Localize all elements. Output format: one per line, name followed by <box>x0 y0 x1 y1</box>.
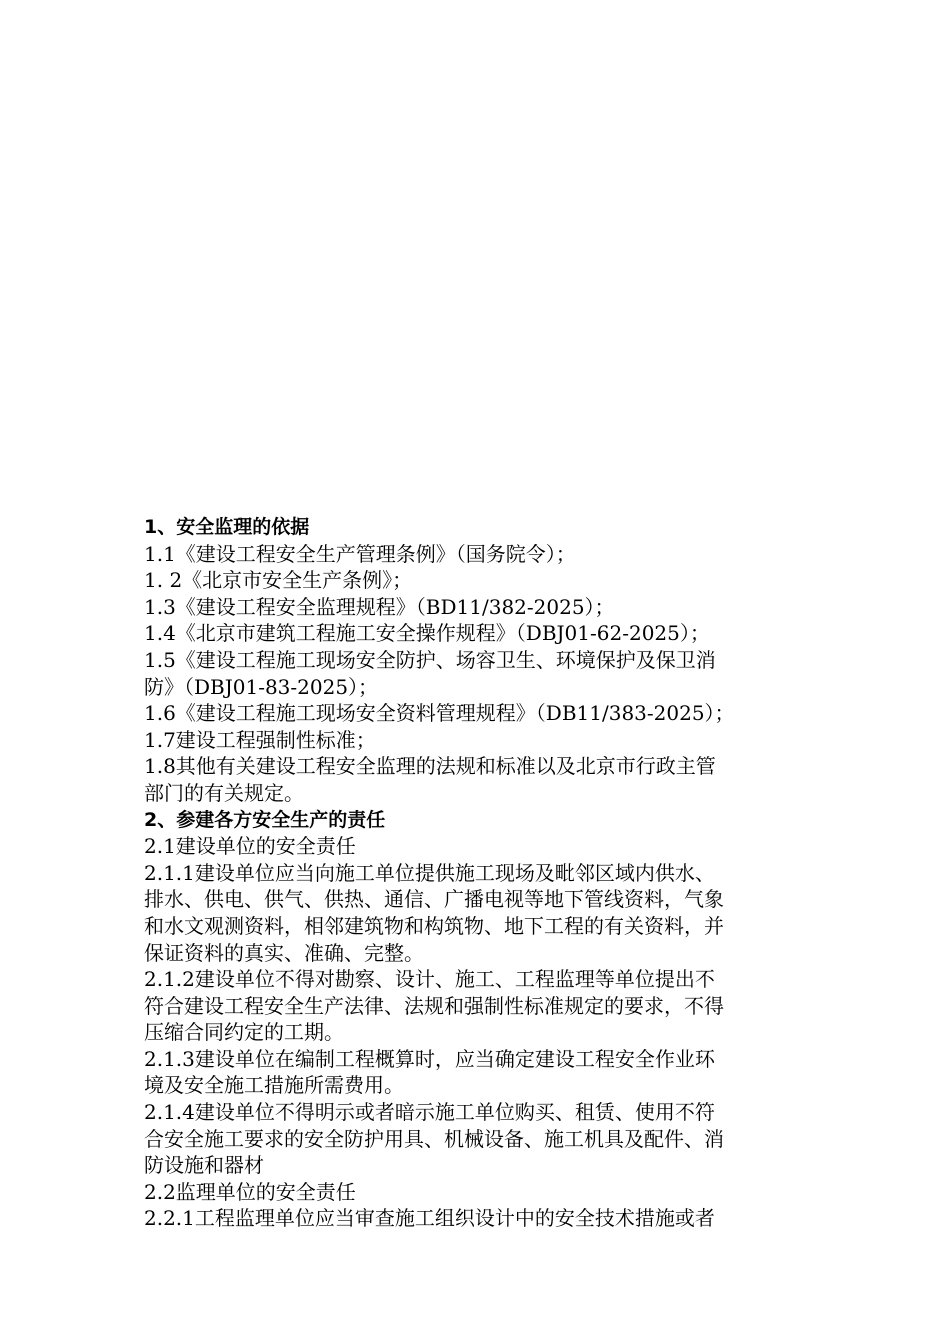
document-body <box>144 514 816 1232</box>
paragraph-line: 1.6《建设工程施工现场安全资料管理规程》（DB11/383-2025）； <box>144 701 735 726</box>
paragraph-line: 1.4《北京市建筑工程施工安全操作规程》（DBJ01-62-2025）； <box>144 621 710 646</box>
paragraph-line: 1.7建设工程强制性标准； <box>144 727 376 752</box>
paragraph-line: 2.1.2建设单位不得对勘察、设计、施工、工程监理等单位提出不 <box>144 967 715 992</box>
subsection-heading: 2.2监理单位的安全责任 <box>144 1179 356 1204</box>
section-heading-2: 2、参建各方安全生产的责任 <box>144 808 386 831</box>
paragraph-line: 和水文观测资料，相邻建筑物和构筑物、地下工程的有关资料，并 <box>144 913 724 938</box>
paragraph-line: 2.1.3建设单位在编制工程概算时，应当确定建设工程安全作业环 <box>144 1046 715 1071</box>
paragraph-line: 2.1.4建设单位不得明示或者暗示施工单位购买、租赁、使用不符 <box>144 1100 715 1125</box>
paragraph-line: 符合建设工程安全生产法律、法规和强制性标准规定的要求，不得 <box>144 993 724 1018</box>
paragraph-line: 合安全施工要求的安全防护用具、机械设备、施工机具及配件、消 <box>144 1126 724 1151</box>
paragraph-line: 保证资料的真实、准确、完整。 <box>144 940 424 965</box>
paragraph-line: 2.2.1工程监理单位应当审查施工组织设计中的安全技术措施或者 <box>144 1206 715 1231</box>
paragraph-line: 1.1《建设工程安全生产管理条例》（国务院令）； <box>144 541 576 566</box>
paragraph-line: 1. 2《北京市安全生产条例》； <box>144 568 413 593</box>
paragraph-line: 境及安全施工措施所需费用。 <box>144 1073 404 1098</box>
paragraph-line: 压缩合同约定的工期。 <box>144 1020 344 1045</box>
paragraph-line: 1.8其他有关建设工程安全监理的法规和标准以及北京市行政主管 <box>144 754 716 779</box>
paragraph-line: 防》（DBJ01-83-2025）； <box>144 674 379 699</box>
paragraph-line: 1.3《建设工程安全监理规程》（BD11/382-2025）； <box>144 594 615 619</box>
paragraph-line: 1.5《建设工程施工现场安全防护、场容卫生、环境保护及保卫消 <box>144 647 716 672</box>
section-heading-1: 1、安全监理的依据 <box>144 516 310 538</box>
paragraph-line: 2.1.1建设单位应当向施工单位提供施工现场及毗邻区域内供水、 <box>144 860 715 885</box>
paragraph-line: 部门的有关规定。 <box>144 780 304 805</box>
paragraph-line: 防设施和器材 <box>144 1153 264 1178</box>
paragraph-line: 排水、供电、供气、供热、通信、广播电视等地下管线资料，气象 <box>144 887 724 912</box>
subsection-heading: 2.1建设单位的安全责任 <box>144 834 356 859</box>
